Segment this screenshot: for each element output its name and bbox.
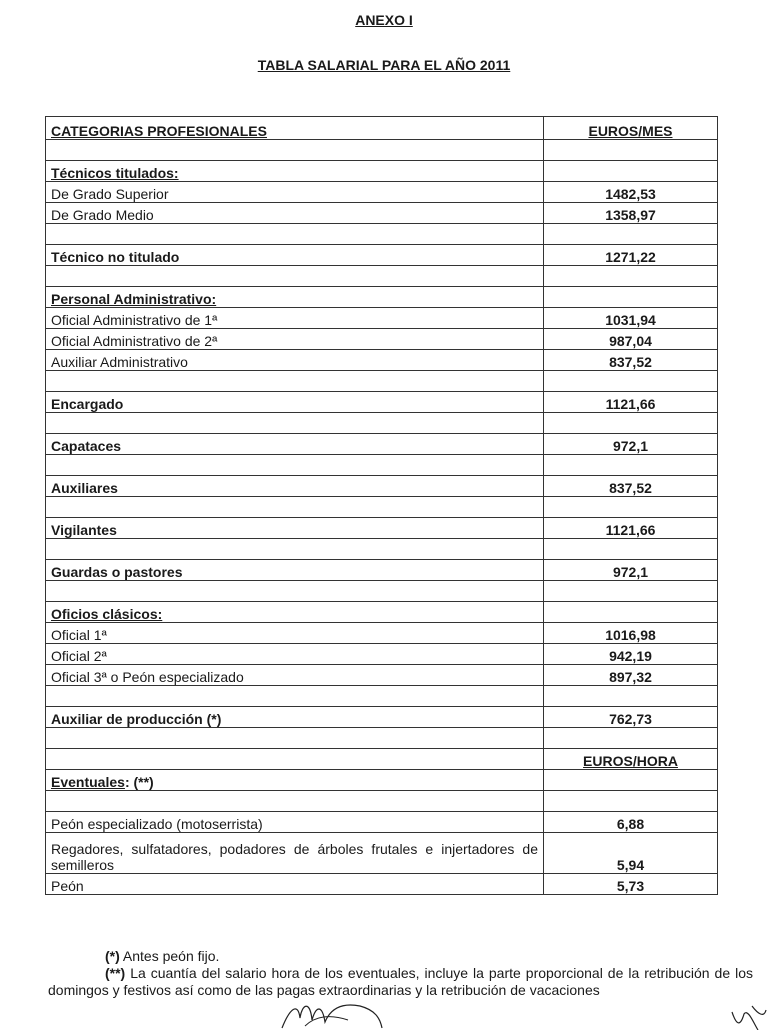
table-row	[46, 371, 718, 392]
category-cell	[46, 539, 544, 560]
category-cell	[46, 791, 544, 812]
value-cell	[544, 161, 718, 182]
category-cell: Oficial 1ª	[46, 623, 544, 644]
category-cell	[46, 371, 544, 392]
category-cell	[46, 455, 544, 476]
value-cell	[544, 413, 718, 434]
value-cell: 837,52	[544, 350, 718, 371]
category-cell: Regadores, sulfatadores, podadores de árboles frutales e injertadores de semilleros	[46, 833, 544, 874]
category-cell: Personal Administrativo:	[46, 287, 544, 308]
table-row	[46, 812, 718, 833]
table-row	[46, 602, 718, 623]
table-row	[46, 140, 718, 161]
column-header-category: CATEGORIAS PROFESIONALES	[46, 117, 544, 140]
footnote-2-mark: (**)	[105, 965, 126, 981]
value-cell	[544, 266, 718, 287]
category-cell: Oficial 2ª	[46, 644, 544, 665]
category-cell	[46, 413, 544, 434]
table-row	[46, 791, 718, 812]
table-title: TABLA SALARIAL PARA EL AÑO 2011	[257, 57, 511, 73]
category-cell: Oficios clásicos:	[46, 602, 544, 623]
section-label-eventuales: Eventuales	[51, 774, 125, 790]
table-row	[46, 833, 718, 874]
footnote-2	[48, 965, 753, 999]
table-row	[46, 455, 718, 476]
annex-title: ANEXO I	[355, 12, 413, 28]
category-cell	[46, 728, 544, 749]
footnote-1-mark: (*)	[105, 948, 120, 964]
table-row	[46, 266, 718, 287]
category-cell: Vigilantes	[46, 518, 544, 539]
value-cell: 942,19	[544, 644, 718, 665]
value-cell	[544, 728, 718, 749]
category-cell	[46, 581, 544, 602]
value-cell: 1271,22	[544, 245, 718, 266]
table-row	[46, 245, 718, 266]
handwritten-initials	[728, 1004, 768, 1030]
table-row	[46, 434, 718, 455]
category-cell: Capataces	[46, 434, 544, 455]
value-cell	[544, 539, 718, 560]
value-cell: 972,1	[544, 560, 718, 581]
value-cell	[544, 224, 718, 245]
table-row	[46, 476, 718, 497]
category-cell: Técnico no titulado	[46, 245, 544, 266]
category-cell	[46, 686, 544, 707]
category-cell: Auxiliar Administrativo	[46, 350, 544, 371]
category-cell: De Grado Medio	[46, 203, 544, 224]
table-row	[46, 329, 718, 350]
table-row	[46, 749, 718, 770]
value-cell	[544, 686, 718, 707]
footnote-1	[48, 948, 753, 965]
value-cell: 1358,97	[544, 203, 718, 224]
category-cell: Auxiliares	[46, 476, 544, 497]
category-cell: Oficial 3ª o Peón especializado	[46, 665, 544, 686]
value-cell: 1121,66	[544, 518, 718, 539]
section-label-suffix: : (**)	[124, 774, 154, 790]
category-cell: Oficial Administrativo de 2ª	[46, 329, 544, 350]
category-cell	[46, 497, 544, 518]
category-cell	[46, 266, 544, 287]
value-cell: 987,04	[544, 329, 718, 350]
table-row	[46, 308, 718, 329]
table-row	[46, 413, 718, 434]
value-cell: 1482,53	[544, 182, 718, 203]
value-cell: 1031,94	[544, 308, 718, 329]
category-cell: Peón especializado (motoserrista)	[46, 812, 544, 833]
value-cell	[544, 791, 718, 812]
value-cell: 837,52	[544, 476, 718, 497]
handwritten-signature	[270, 998, 400, 1030]
salary-table	[45, 116, 718, 895]
value-cell	[544, 371, 718, 392]
table-row	[46, 686, 718, 707]
value-cell	[544, 140, 718, 161]
table-row	[46, 224, 718, 245]
value-cell: 972,1	[544, 434, 718, 455]
table-row	[46, 539, 718, 560]
category-cell: Oficial Administrativo de 1ª	[46, 308, 544, 329]
table-row	[46, 665, 718, 686]
category-cell: Auxiliar de producción (*)	[46, 707, 544, 728]
category-cell	[46, 770, 544, 791]
table-row	[46, 560, 718, 581]
column-header-euros-hour: EUROS/HORA	[544, 749, 718, 770]
table-header-row	[46, 117, 718, 140]
value-cell	[544, 497, 718, 518]
value-cell	[544, 287, 718, 308]
category-cell	[46, 140, 544, 161]
table-row	[46, 497, 718, 518]
table-row	[46, 707, 718, 728]
table-row	[46, 770, 718, 791]
value-cell: 5,94	[544, 833, 718, 874]
footnotes	[48, 948, 753, 999]
table-row	[46, 728, 718, 749]
table-row	[46, 203, 718, 224]
table-row	[46, 350, 718, 371]
table-row	[46, 392, 718, 413]
table-row	[46, 287, 718, 308]
table-row	[46, 644, 718, 665]
value-cell: 897,32	[544, 665, 718, 686]
value-cell: 762,73	[544, 707, 718, 728]
category-cell: Peón	[46, 874, 544, 895]
table-row	[46, 518, 718, 539]
value-cell	[544, 602, 718, 623]
table-row	[46, 581, 718, 602]
table-row	[46, 182, 718, 203]
category-cell: De Grado Superior	[46, 182, 544, 203]
table-row	[46, 623, 718, 644]
category-cell: Guardas o pastores	[46, 560, 544, 581]
value-cell	[544, 455, 718, 476]
column-header-euros-month: EUROS/MES	[544, 117, 718, 140]
table-row	[46, 874, 718, 895]
table-row	[46, 161, 718, 182]
value-cell	[544, 770, 718, 791]
category-cell: Encargado	[46, 392, 544, 413]
footnote-1-text: Antes peón fijo.	[119, 948, 220, 964]
value-cell	[544, 581, 718, 602]
footnote-2-text: La cuantía del salario hora de los eventuales, incluye la parte proporcional de la retribución de los domingos y festivos así como de las pagas extraordinarias y la retribución de vacaciones	[48, 965, 753, 998]
value-cell: 1121,66	[544, 392, 718, 413]
category-cell: Técnicos titulados:	[46, 161, 544, 182]
category-cell	[46, 749, 544, 770]
category-cell	[46, 224, 544, 245]
value-cell: 1016,98	[544, 623, 718, 644]
value-cell: 5,73	[544, 874, 718, 895]
value-cell: 6,88	[544, 812, 718, 833]
